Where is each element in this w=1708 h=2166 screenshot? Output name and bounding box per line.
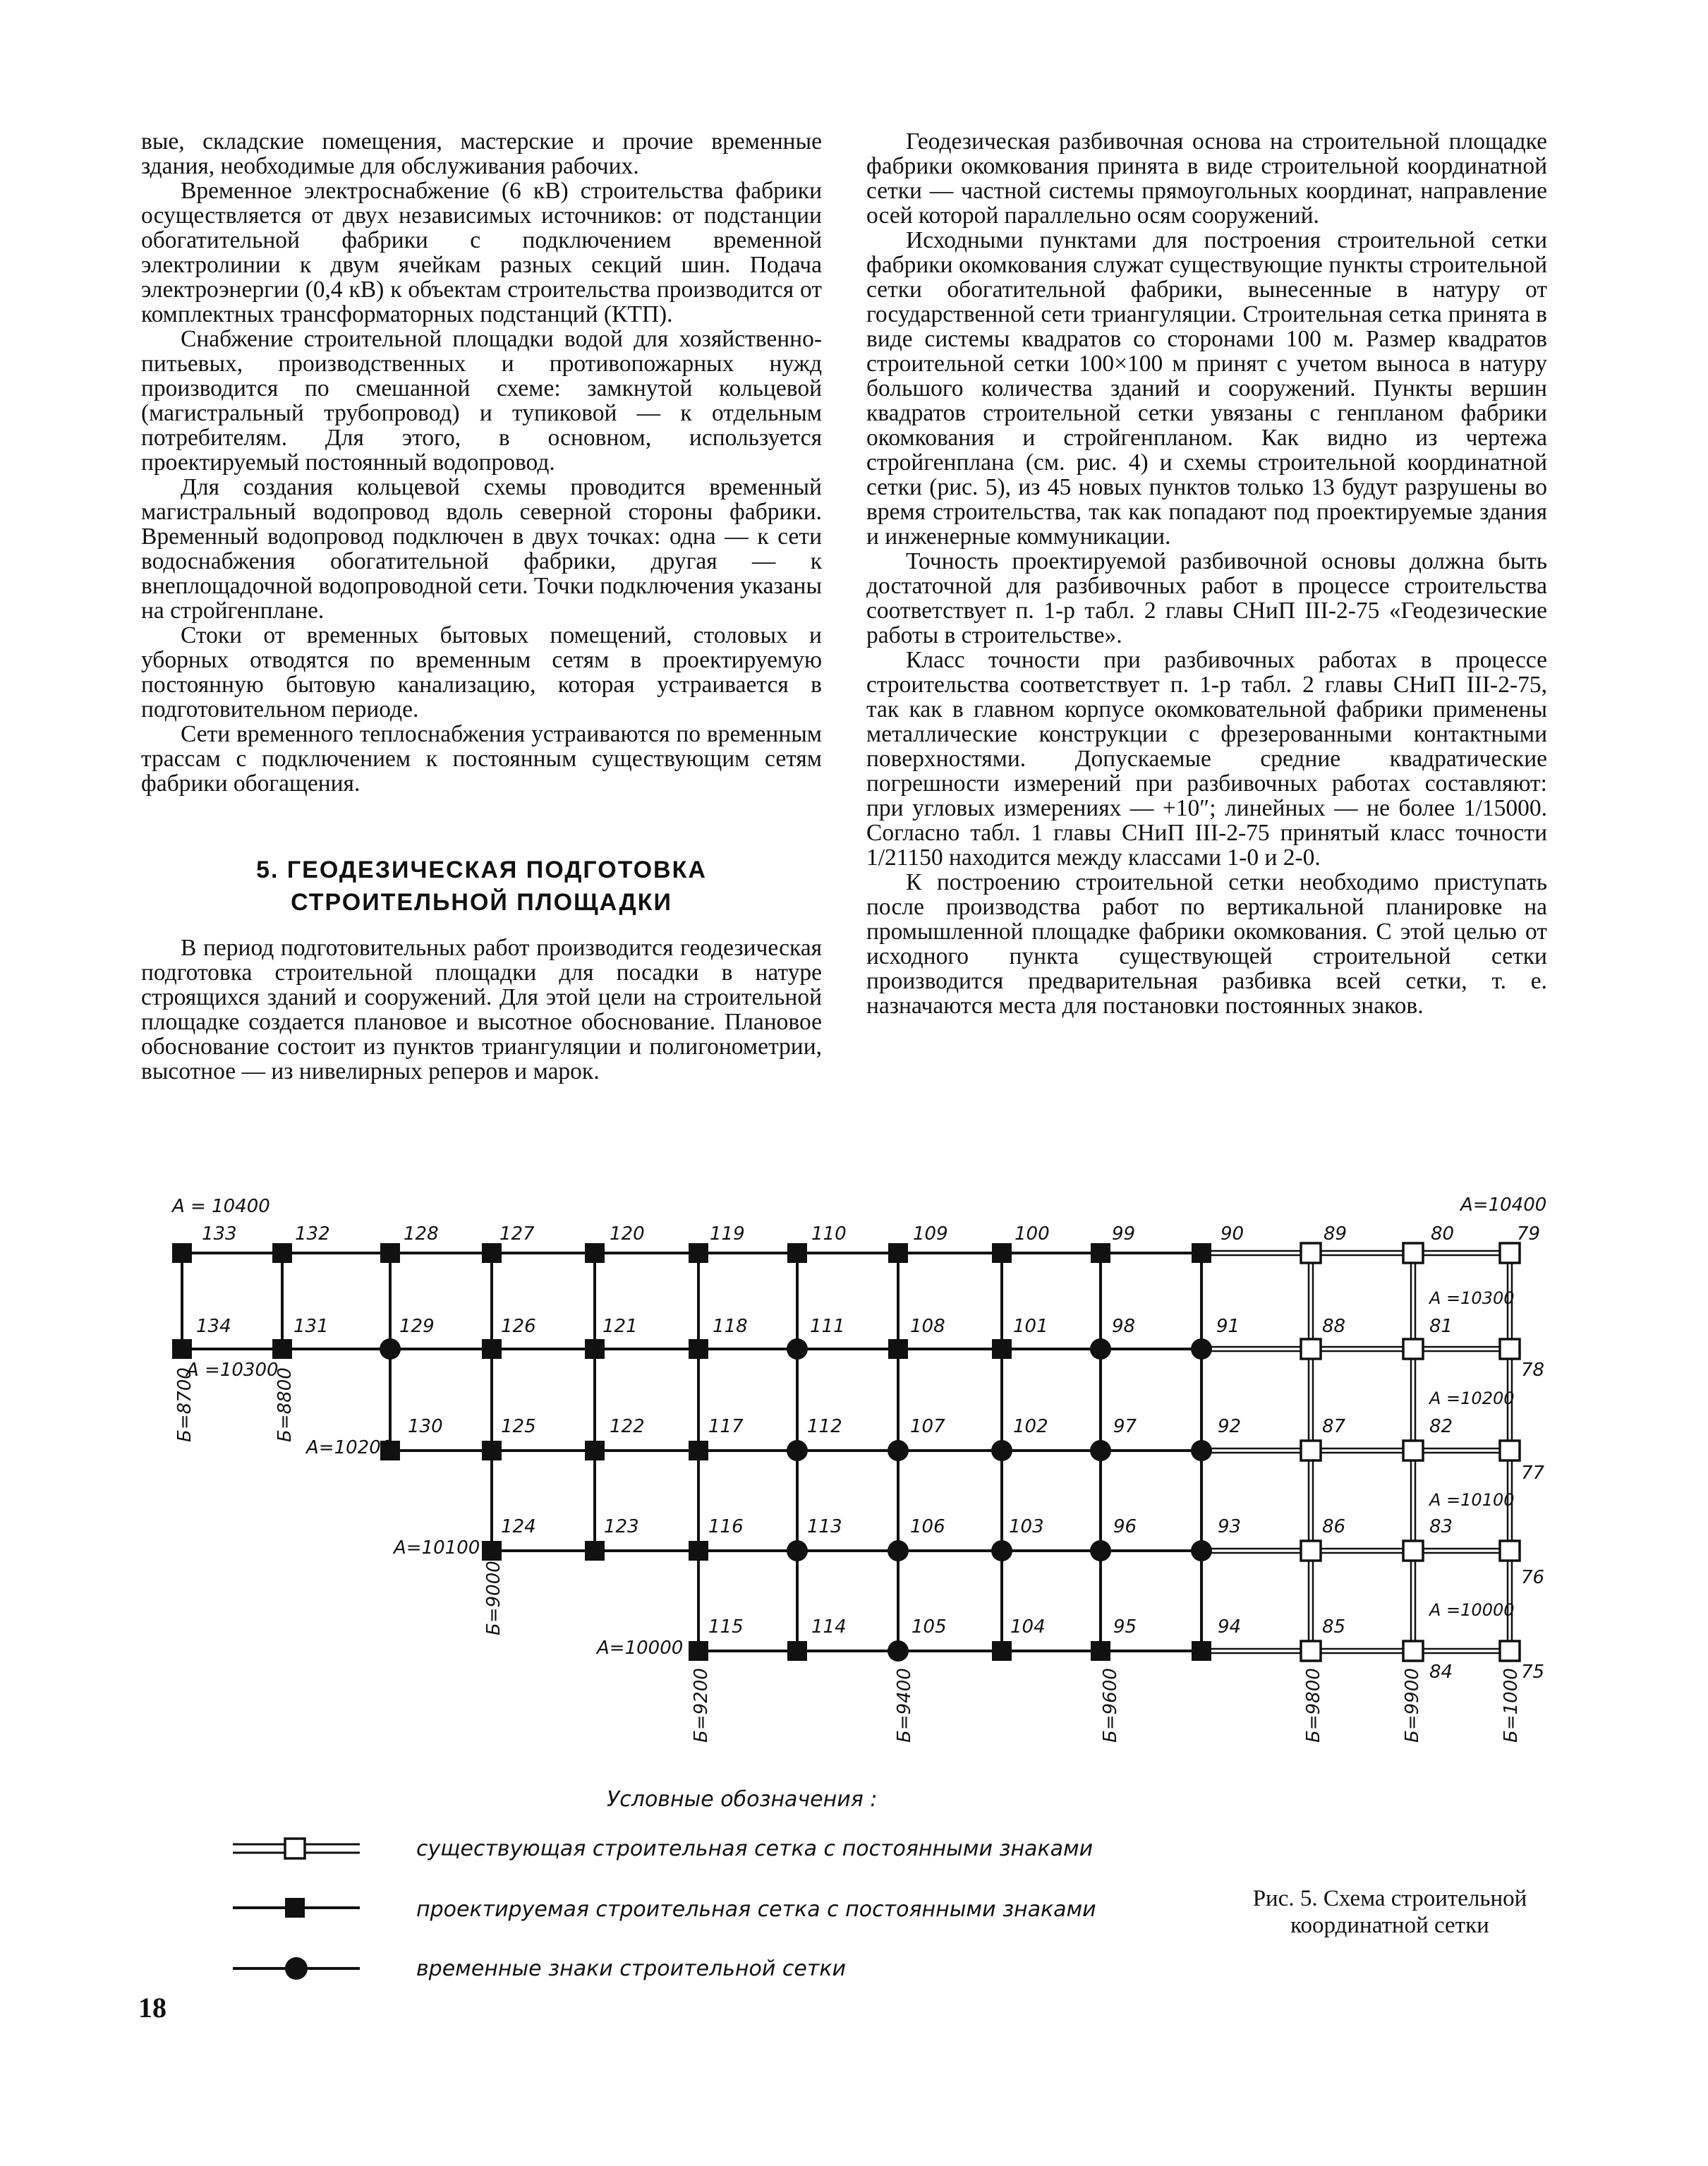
coord-label: А=10400 (1460, 1194, 1547, 1216)
temporary-mark (380, 1338, 401, 1360)
projected-mark (1091, 1243, 1110, 1263)
legend-item-label: проектируемая строительная сетка с постоянными знаками (416, 1897, 1096, 1922)
coord-label: А =10300 (1429, 1288, 1515, 1308)
paragraph: Класс точности при разбивочных работах в процессе строительства соответствует п. 1-р табл. 2 главы СНиП III-2-75, так как в главном корпусе окомковательной фабрики применены металлические конструкции с фрезерованными контактными поверхностями. Допускаемые средние квадратические погрешности измерений при разбивочных работах составляют: при угловых измерениях — +10″; линейных — не более 1/15000. Согласно табл. 1 главы СНиП III-2-75 принятый класс точности 1/21150 находится между классами 1-0 и 2-0. (866, 647, 1547, 871)
point-label: 103 (1009, 1516, 1044, 1537)
temporary-mark (991, 1440, 1012, 1461)
axis-label: Б=9200 (691, 1668, 712, 1743)
paragraph: Точность проектируемой разбивочной основы должна быть достаточной для разбивочных работ в процессе строительства соответствует п. 1-р табл. 2 главы СНиП III-2-75 «Геодезические работы в строительстве». (866, 548, 1547, 648)
axis-label: Б=9400 (894, 1668, 915, 1743)
projected-mark (172, 1339, 192, 1359)
point-label: 79 (1517, 1223, 1541, 1245)
paragraph: Для создания кольцевой схемы проводится временный магистральный водопровод вдоль северной стороны фабрики. Временный водопровод подключен в двух точках: одна — к сети водоснабжения обогатительной фабрики, другая — к внеплощадочной водопроводной сети. Точки подключения указаны на стройгенплане. (141, 474, 822, 624)
projected-mark (689, 1441, 708, 1460)
projected-mark (585, 1441, 605, 1460)
projected-mark (888, 1243, 908, 1263)
point-label: 133 (202, 1223, 237, 1245)
temporary-mark (1191, 1338, 1212, 1360)
axis-label: Б=8800 (274, 1367, 296, 1442)
point-label: 77 (1521, 1463, 1545, 1484)
existing-mark (1500, 1541, 1520, 1561)
coord-label: А =10100 (1429, 1490, 1515, 1510)
point-label: 122 (610, 1416, 645, 1437)
projected-mark (482, 1339, 502, 1359)
projected-mark (992, 1339, 1012, 1359)
legend-item-label: временные знаки строительной сетки (416, 1956, 846, 1981)
paragraph: Временное электроснабжение (6 кВ) строительства фабрики осуществляется от двух независимых источников: от подстанции обогатительной фабрики с подключением временной электролинии к двум ячейкам разных секций шин. Подача электроэнергии (0,4 кВ) к объектам строительства производится от комплектных трансформаторных подстанций (КТП). (141, 178, 822, 327)
paragraph: В период подготовительных работ производится геодезическая подготовка строительной площадки для посадки в натуре строящихся зданий и сооружений. Для этой цели на строительной площадке создается плановое и высотное обоснование. Плановое обоснование состоит из пунктов триангуляции и полигонометрии, высотное — из нивелирных реперов и марок. (141, 935, 822, 1084)
legend-title: Условные обозначения : (607, 1787, 878, 1812)
point-label: 109 (913, 1223, 948, 1245)
projected-mark (585, 1339, 605, 1359)
point-label: 121 (602, 1316, 638, 1337)
point-label: 101 (1013, 1316, 1048, 1337)
axis-label: Б=8700 (174, 1367, 195, 1442)
point-label: 93 (1218, 1516, 1242, 1537)
section-heading-line: СТРОИТЕЛЬНОЙ ПЛОЩАДКИ (291, 889, 672, 916)
point-label: 82 (1429, 1416, 1453, 1437)
projected-mark (272, 1339, 292, 1359)
point-label: 125 (501, 1416, 536, 1437)
point-label: 123 (604, 1516, 639, 1537)
point-label: 78 (1521, 1360, 1545, 1381)
existing-mark (1403, 1441, 1423, 1460)
point-label: 99 (1112, 1223, 1136, 1245)
temporary-mark (1090, 1540, 1111, 1561)
coord-label: А=10100 (394, 1537, 480, 1559)
point-label: 119 (710, 1223, 745, 1245)
point-label: 92 (1218, 1416, 1242, 1437)
existing-mark (1301, 1441, 1321, 1460)
projected-mark (482, 1541, 502, 1561)
point-label: 97 (1113, 1416, 1137, 1437)
existing-mark (1301, 1339, 1321, 1359)
point-label: 86 (1322, 1516, 1346, 1537)
paragraph: Геодезическая разбивочная основа на строительной площадке фабрики окомкования принята в виде строительной координатной сетки — частной системы прямоугольных координат, направление осей которой параллельно осям сооружений. (866, 128, 1547, 229)
point-label: 108 (910, 1316, 945, 1337)
point-label: 81 (1429, 1316, 1453, 1337)
point-label: 134 (196, 1316, 231, 1337)
point-label: 75 (1521, 1662, 1545, 1683)
axis-label: Б=9900 (1402, 1668, 1423, 1743)
section-heading-line: 5. ГЕОДЕЗИЧЕСКАЯ ПОДГОТОВКА (256, 857, 707, 883)
temporary-mark (888, 1540, 909, 1561)
existing-mark (1403, 1243, 1423, 1263)
point-label: 85 (1322, 1616, 1346, 1638)
existing-mark (1301, 1243, 1321, 1263)
coord-label: А=10200 (306, 1437, 393, 1458)
paragraph: Стоки от временных бытовых помещений, столовых и уборных отводятся по временным сетям в проектируемую постоянную бытовую канализацию, которая устраивается в подготовительном периоде. (141, 622, 822, 722)
existing-mark (1500, 1243, 1520, 1263)
coord-label: А =10000 (1429, 1600, 1515, 1620)
point-label: 107 (910, 1416, 945, 1437)
caption-line: координатной сетки (1290, 1913, 1489, 1938)
point-label: 91 (1216, 1316, 1240, 1337)
figure-caption (1199, 1885, 1580, 1939)
point-label: 106 (910, 1516, 945, 1537)
paragraph: Снабжение строительной площадки водой для хозяйственно-питьевых, производственных и противопожарных нужд производится по смешанной схеме: замкнутой кольцевой (магистральный трубопровод) и тупиковой — к отдельным потребителям. Для этого, в основном, используется проектируемый постоянный водопровод. (141, 326, 822, 476)
projected-mark (992, 1641, 1012, 1661)
projected-mark (689, 1339, 708, 1359)
point-label: 80 (1431, 1223, 1455, 1245)
point-label: 115 (708, 1616, 744, 1638)
point-label: 83 (1429, 1516, 1453, 1537)
temporary-mark (1191, 1440, 1212, 1461)
projected-mark (992, 1243, 1012, 1263)
point-label: 114 (811, 1616, 847, 1638)
point-label: 117 (708, 1416, 744, 1437)
existing-mark (1403, 1339, 1423, 1359)
point-label: 120 (610, 1223, 645, 1245)
existing-mark (1500, 1339, 1520, 1359)
point-label: 102 (1013, 1416, 1048, 1437)
axis-label: Б=9600 (1100, 1668, 1121, 1743)
temporary-mark (991, 1540, 1012, 1561)
projected-mark (380, 1243, 400, 1263)
point-label: 88 (1322, 1316, 1346, 1337)
existing-mark (1403, 1641, 1423, 1661)
temporary-mark (787, 1540, 808, 1561)
point-label: 131 (293, 1316, 329, 1337)
projected-mark (888, 1339, 908, 1359)
projected-mark (585, 1243, 605, 1263)
point-label: 127 (499, 1223, 535, 1245)
projected-mark (689, 1541, 708, 1561)
point-label: 84 (1429, 1662, 1453, 1683)
temporary-mark (1191, 1540, 1212, 1561)
point-label: 89 (1324, 1223, 1347, 1245)
point-label: 87 (1322, 1416, 1346, 1437)
projected-mark (482, 1441, 502, 1460)
point-label: 104 (1010, 1616, 1046, 1638)
axis-label: Б=1000 (1501, 1668, 1522, 1743)
axis-label: Б=9000 (483, 1561, 504, 1635)
temporary-mark (787, 1338, 808, 1360)
projected-mark (689, 1243, 708, 1263)
point-label: 116 (708, 1516, 744, 1537)
temporary-mark (888, 1640, 909, 1662)
point-label: 76 (1521, 1567, 1545, 1588)
point-label: 111 (810, 1316, 845, 1337)
point-label: 130 (408, 1416, 443, 1437)
existing-mark (1500, 1441, 1520, 1460)
point-label: 96 (1113, 1516, 1137, 1537)
projected-mark (585, 1541, 605, 1561)
paragraph: Сети временного теплоснабжения устраиваются по временным трассам с подключением к постоянным существующим сетям фабрики обогащения. (141, 721, 822, 797)
point-label: 90 (1221, 1223, 1244, 1245)
point-label: 110 (811, 1223, 847, 1245)
coord-label: А = 10400 (172, 1196, 270, 1217)
point-label: 124 (501, 1516, 536, 1537)
point-label: 129 (399, 1316, 435, 1337)
paragraph: вые, складские помещения, мастерские и прочие временные здания, необходимые для обслуживания рабочих. (141, 128, 822, 179)
point-label: 113 (807, 1516, 842, 1537)
page-number: 18 (138, 1992, 166, 2023)
point-label: 132 (295, 1223, 330, 1245)
temporary-mark (888, 1440, 909, 1461)
legend-item-label: существующая строительная сетка с постоянными знаками (416, 1837, 1094, 1861)
coord-label: А=10000 (597, 1638, 684, 1659)
point-label: 128 (404, 1223, 439, 1245)
axis-label: Б=9800 (1303, 1668, 1324, 1743)
paragraph: Исходными пунктами для построения строительной сетки фабрики окомкования служат существующие пункты строительной сетки обогатительной фабрики, вынесенные в натуру от государственной сети триангуляции. Строительная сетка принята в виде системы квадратов со сторонами 100 м. Размер квадратов строительной сетки 100×100 м принят с учетом выноса в натуру большого количества зданий и сооружений. Пункты вершин квадратов строительной сетки увязаны с генпланом фабрики окомкования и стройгенпланом. Как видно из чертежа стройгенплана (см. рис. 4) и схемы строительной координатной сетки (рис. 5), из 45 новых пунктов только 13 будут разрушены во время строительства, так как попадают под проектируемые здания и инженерные коммуникации. (866, 227, 1547, 550)
projected-mark (1192, 1641, 1211, 1661)
temporary-mark (1090, 1440, 1111, 1461)
existing-mark (1301, 1641, 1321, 1661)
projected-mark (787, 1243, 807, 1263)
legend (233, 1787, 1096, 1981)
point-label: 118 (713, 1316, 748, 1337)
existing-mark (1301, 1541, 1321, 1561)
coord-label: А =10300 (186, 1360, 279, 1381)
point-label: 95 (1113, 1616, 1137, 1638)
legend-symbol-existing (233, 1839, 360, 1858)
legend-symbol-temporary (233, 1957, 360, 1980)
temporary-mark (1090, 1338, 1111, 1360)
point-label: 112 (807, 1416, 842, 1437)
projected-mark (482, 1243, 502, 1263)
temporary-mark (787, 1440, 808, 1461)
legend-symbol-projected (233, 1898, 360, 1918)
existing-mark (1403, 1541, 1423, 1561)
projected-mark (787, 1641, 807, 1661)
existing-mark (1500, 1641, 1520, 1661)
projected-mark (172, 1243, 192, 1263)
point-label: 105 (911, 1616, 947, 1638)
point-label: 126 (501, 1316, 536, 1337)
projected-mark (272, 1243, 292, 1263)
coord-label: А =10200 (1429, 1388, 1515, 1408)
paragraph: К построению строительной сетки необходимо приступать после производства работ по вертикальной планировке на промышленной площадке фабрики окомкования. С этой целью от исходного пункта существующей строительной сетки производится предварительная разбивка всей сетки, т. е. назначаются места для постановки постоянных знаков. (866, 869, 1547, 1019)
point-label: 98 (1112, 1316, 1136, 1337)
point-label: 100 (1014, 1223, 1050, 1245)
projected-mark (689, 1641, 708, 1661)
projected-mark (1192, 1243, 1211, 1263)
point-label: 94 (1218, 1616, 1242, 1638)
caption-line: Рис. 5. Схема строительной (1252, 1886, 1527, 1911)
projected-mark (1091, 1641, 1110, 1661)
